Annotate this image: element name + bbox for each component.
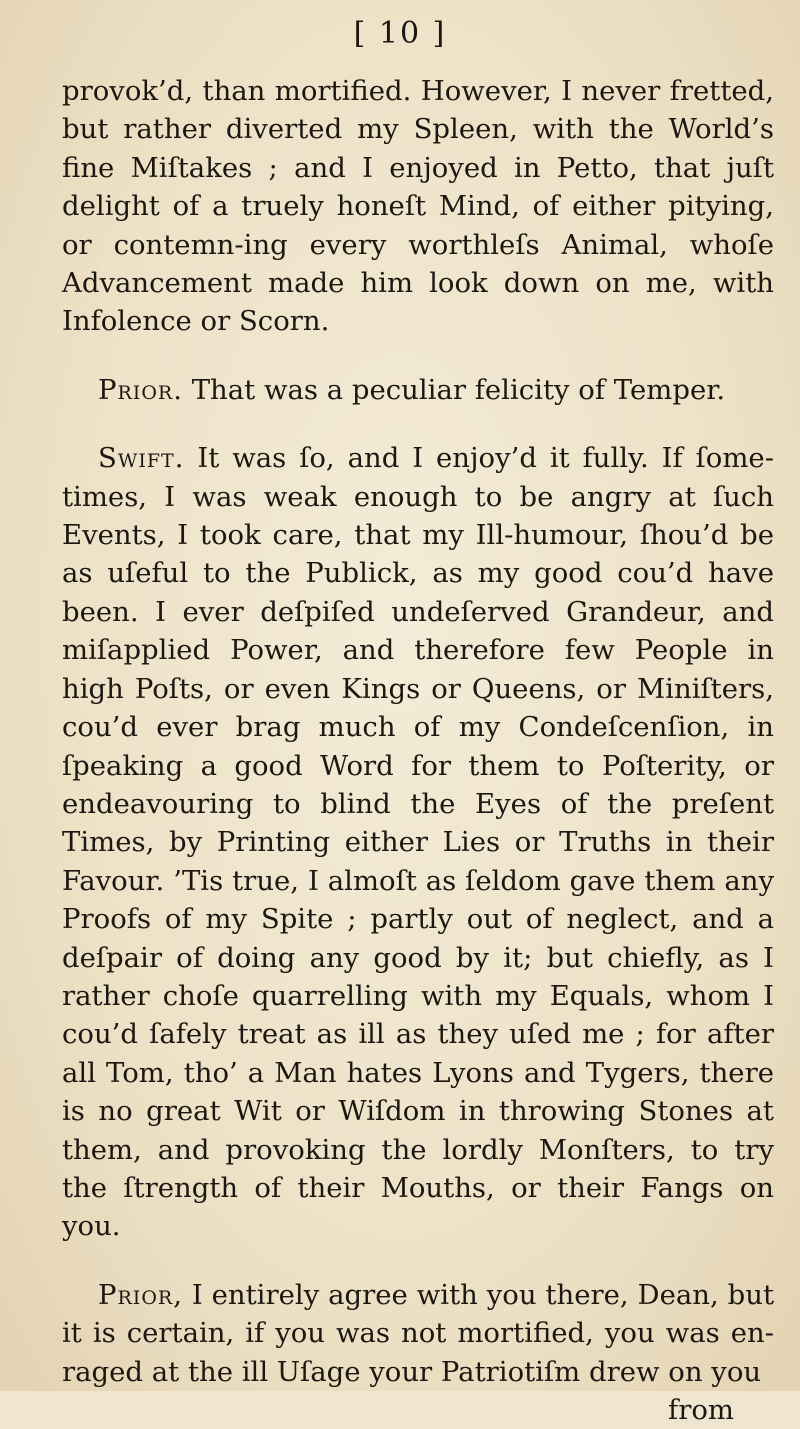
paragraph-continuation [62,72,774,341]
paragraph-text: It was ſo, and I enjoy’d it fully. If ſome-times, I was weak enough to be angry at ſuch Events, I took care, that my Ill-humour, ſhou’d be as uſeful to the Publick, as my good cou’d have been. I ever deſpiſed undeſerved Grandeur, and miſapplied Power, and therefore few People in high Poſts, or even Kings or Queens, or Miniſters, cou’d ever brag much of my Condeſcenſion, in ſpeaking a good Word for them to Poſterity, or endeavouring to blind the Eyes of the preſent Times, by Printing either Lies or Truths in their Favour. ’Tis true, I almoſt as ſeldom gave them any Proofs of my Spite ; partly out of neglect, and a deſpair of doing any good by it; but chiefly, as I rather choſe quarrelling with my Equals, whom I cou’d ſafely treat as ill as they uſed me ; for after all Tom, tho’ a Man hates Lyons and Tygers, there is no great Wit or Wiſdom in throwing Stones at them, and provoking the lordly Monſters, to try the ſtrength of their Mouths, or their Fangs on you. [62,442,774,1243]
speaker-name: Prior, [98,1278,183,1311]
paragraph-swift [62,439,774,1246]
paragraph-prior [62,371,774,409]
paragraph-text: provok’d, than mortified. However, I never fretted, but rather diverted my Spleen, with the World’s fine Miſtakes ; and I enjoyed in Petto, that juſt delight of a truely honeſt Mind, of either pitying, or contemn-ing every worthleſs Animal, whoſe Advancement made him look down on me, with Infolence or Scorn. [62,75,774,338]
speaker-name: Swift. [98,442,185,475]
paragraph-prior-reply [62,1276,774,1391]
speaker-name: Prior. [98,373,183,406]
page-text [62,72,774,1429]
paragraph-text: I entirely agree with you there, Dean, but it is certain, if you was not mortified, you was en-raged at the ill Uſage your Patriotiſm drew on you [62,1278,775,1388]
catchword: from [668,1394,734,1426]
page-number: [ 10 ] [353,16,447,51]
paragraph-text: That was a peculiar felicity of Temper. [191,373,726,406]
